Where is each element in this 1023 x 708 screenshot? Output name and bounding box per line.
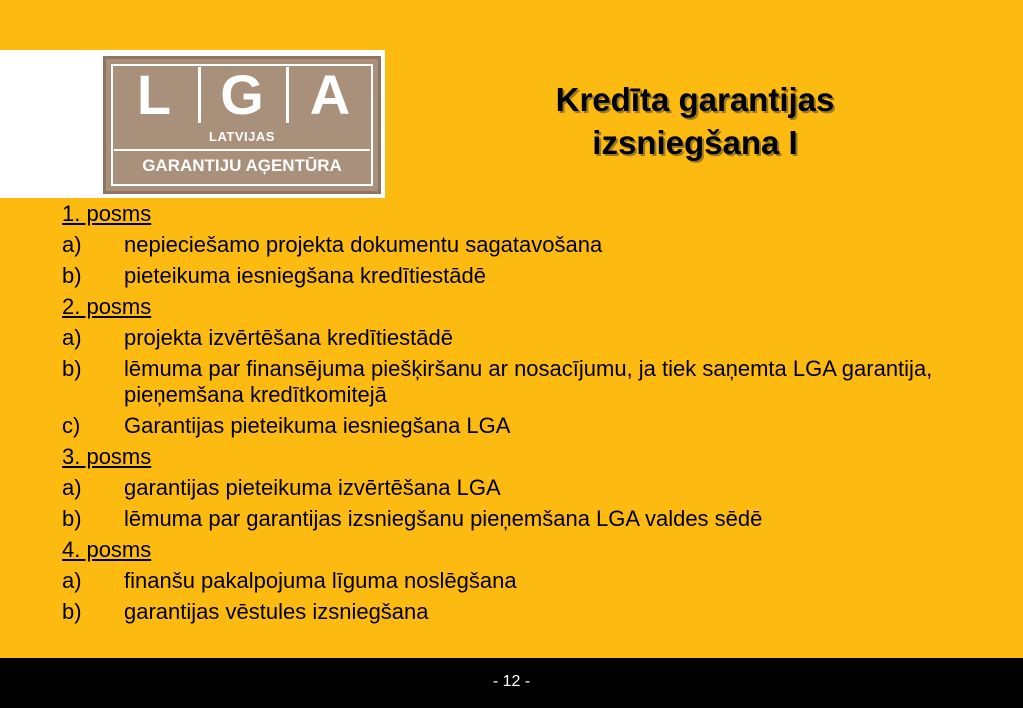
stage-list	[62, 198, 962, 627]
title-line-1: Kredīta garantijas	[555, 81, 835, 118]
logo-line-latvijas: LATVIJAS	[209, 129, 275, 144]
item-marker: a)	[62, 325, 82, 350]
stage-heading: 1. posms	[62, 201, 152, 226]
list-item	[62, 503, 962, 534]
logo-separator	[198, 67, 201, 123]
page-number: - 12 -	[492, 673, 531, 690]
logo-letters	[114, 63, 370, 126]
item-text: lēmuma par finansējuma piešķiršanu ar nosacījumu, ja tiek saņemta LGA garantija, pieņemšana kredītkomitejā	[124, 356, 933, 407]
item-text: lēmuma par garantijas izsniegšanu pieņemšana LGA valdes sēdē	[124, 506, 763, 531]
list-item	[62, 472, 962, 503]
item-marker: c)	[62, 413, 81, 438]
top-band	[0, 0, 1023, 50]
item-marker: a)	[62, 232, 82, 257]
item-marker: b)	[62, 599, 82, 624]
logo-letter-l: L	[136, 63, 172, 126]
logo-line-agentura: GARANTIJU AĢENTŪRA	[114, 149, 370, 179]
item-marker: b)	[62, 506, 82, 531]
item-text: Garantijas pieteikuma iesniegšana LGA	[124, 413, 511, 438]
logo-panel	[0, 50, 385, 198]
item-text: nepieciešamo projekta dokumentu sagatavošana	[124, 232, 603, 257]
logo-separator	[286, 67, 289, 123]
stage-heading: 3. posms	[62, 444, 152, 469]
logo-letter-g: G	[220, 63, 264, 126]
footer-bar	[0, 658, 1023, 708]
title-line-2: izsniegšana I	[592, 124, 798, 161]
list-item	[62, 410, 962, 441]
item-marker: b)	[62, 356, 82, 381]
item-marker: a)	[62, 568, 82, 593]
list-item	[62, 596, 962, 627]
item-text: garantijas vēstules izsniegšana	[124, 599, 429, 624]
slide-title	[470, 78, 920, 164]
item-marker: b)	[62, 263, 82, 288]
item-text: finanšu pakalpojuma līguma noslēgšana	[124, 568, 517, 593]
item-text: projekta izvērtēšana kredītiestādē	[124, 325, 453, 350]
logo-letter-a: A	[309, 63, 351, 126]
stage-heading: 4. posms	[62, 537, 152, 562]
list-item	[62, 260, 962, 291]
list-item	[62, 229, 962, 260]
list-item	[62, 565, 962, 596]
item-text: pieteikuma iesniegšana kredītiestādē	[124, 263, 487, 288]
list-item	[62, 322, 962, 353]
item-marker: a)	[62, 475, 82, 500]
list-item	[62, 353, 962, 410]
item-text: garantijas pieteikuma izvērtēšana LGA	[124, 475, 501, 500]
stage-heading: 2. posms	[62, 294, 152, 319]
lga-logo	[103, 56, 381, 194]
